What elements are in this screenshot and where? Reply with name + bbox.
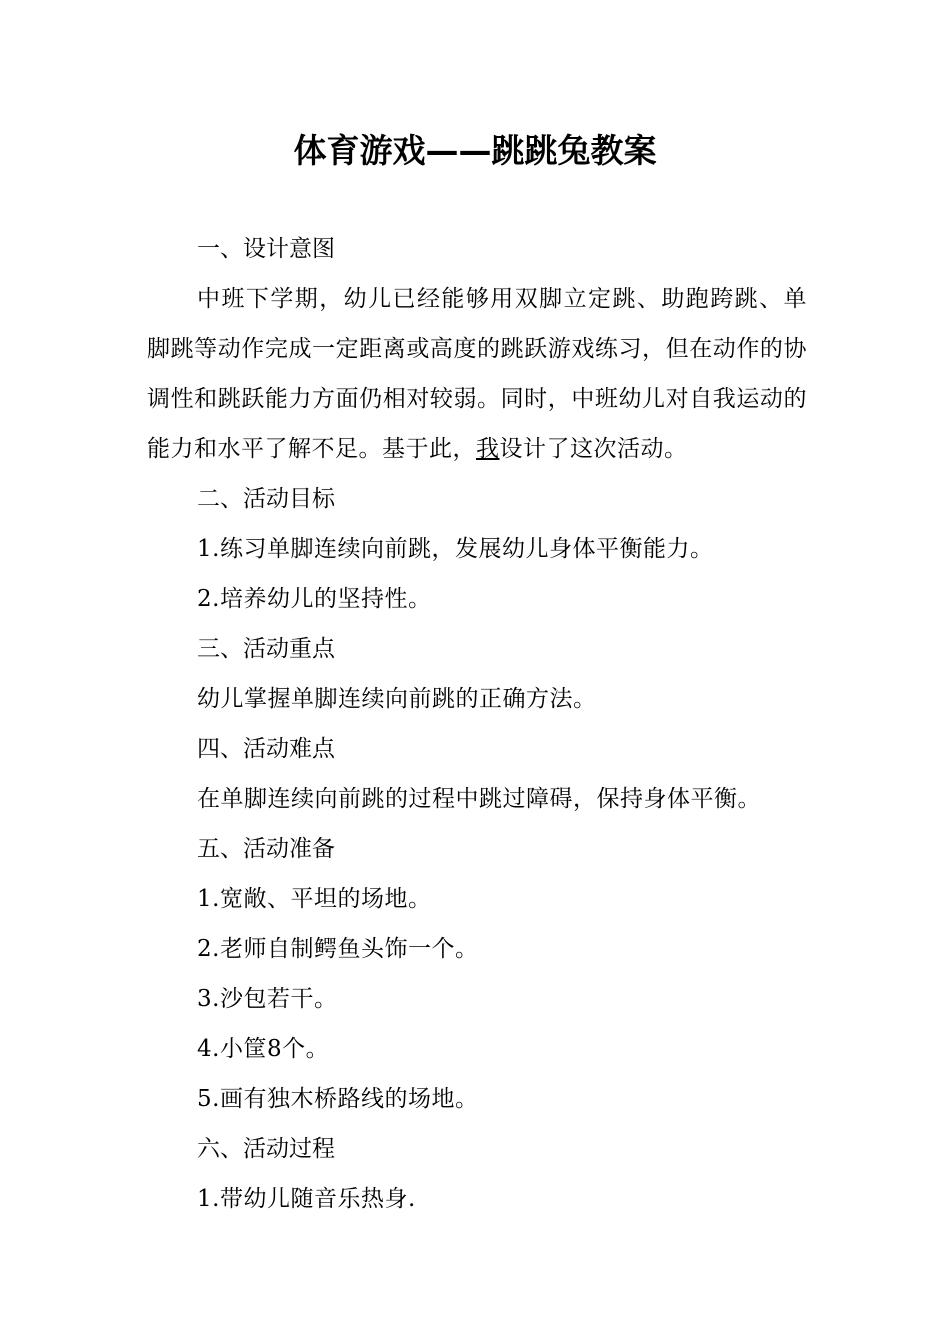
section-heading-process: 六、活动过程 (197, 1136, 335, 1162)
objective-item: 2.培养幼儿的坚持性。 (197, 586, 432, 612)
preparation-item: 2.老师自制鳄鱼头饰一个。 (197, 936, 479, 962)
design-intent-text-part-1: 中班下学期，幼儿已经能够用双脚立定跳、助跑跨跳、单脚跳等动作完成一定距离或高度的跳跃游戏练习，但在动作的协调性和跳跃能力方面仍相对较弱。同时，中班幼儿对自我运动的能力和水平了解不足。基于此， (147, 286, 807, 462)
preparation-item: 4.小筐8个。 (197, 1036, 330, 1062)
section-heading-key-point: 三、活动重点 (197, 636, 335, 662)
objective-item: 1.练习单脚连续向前跳，发展幼儿身体平衡能力。 (197, 536, 714, 562)
document-body (147, 224, 807, 1224)
design-intent-text-part-2: 设计了这次活动。 (499, 436, 688, 462)
design-intent-underlined-word: 我 (476, 436, 500, 462)
difficulty-text: 在单脚连续向前跳的过程中跳过障碍，保持身体平衡。 (197, 786, 761, 812)
design-intent-paragraph (147, 274, 807, 474)
section-heading-preparation: 五、活动准备 (197, 836, 335, 862)
process-step: 1.带幼儿随音乐热身. (197, 1186, 416, 1212)
key-point-text: 幼儿掌握单脚连续向前跳的正确方法。 (197, 686, 597, 712)
section-heading-objectives: 二、活动目标 (197, 486, 335, 512)
preparation-item: 1.宽敞、平坦的场地。 (197, 886, 432, 912)
preparation-item: 5.画有独木桥路线的场地。 (197, 1086, 479, 1112)
section-heading-difficulty: 四、活动难点 (197, 736, 335, 762)
document-title: 体育游戏——跳跳兔教案 (293, 131, 657, 170)
section-heading-design-intent: 一、设计意图 (197, 236, 335, 262)
preparation-item: 3.沙包若干。 (197, 986, 338, 1012)
